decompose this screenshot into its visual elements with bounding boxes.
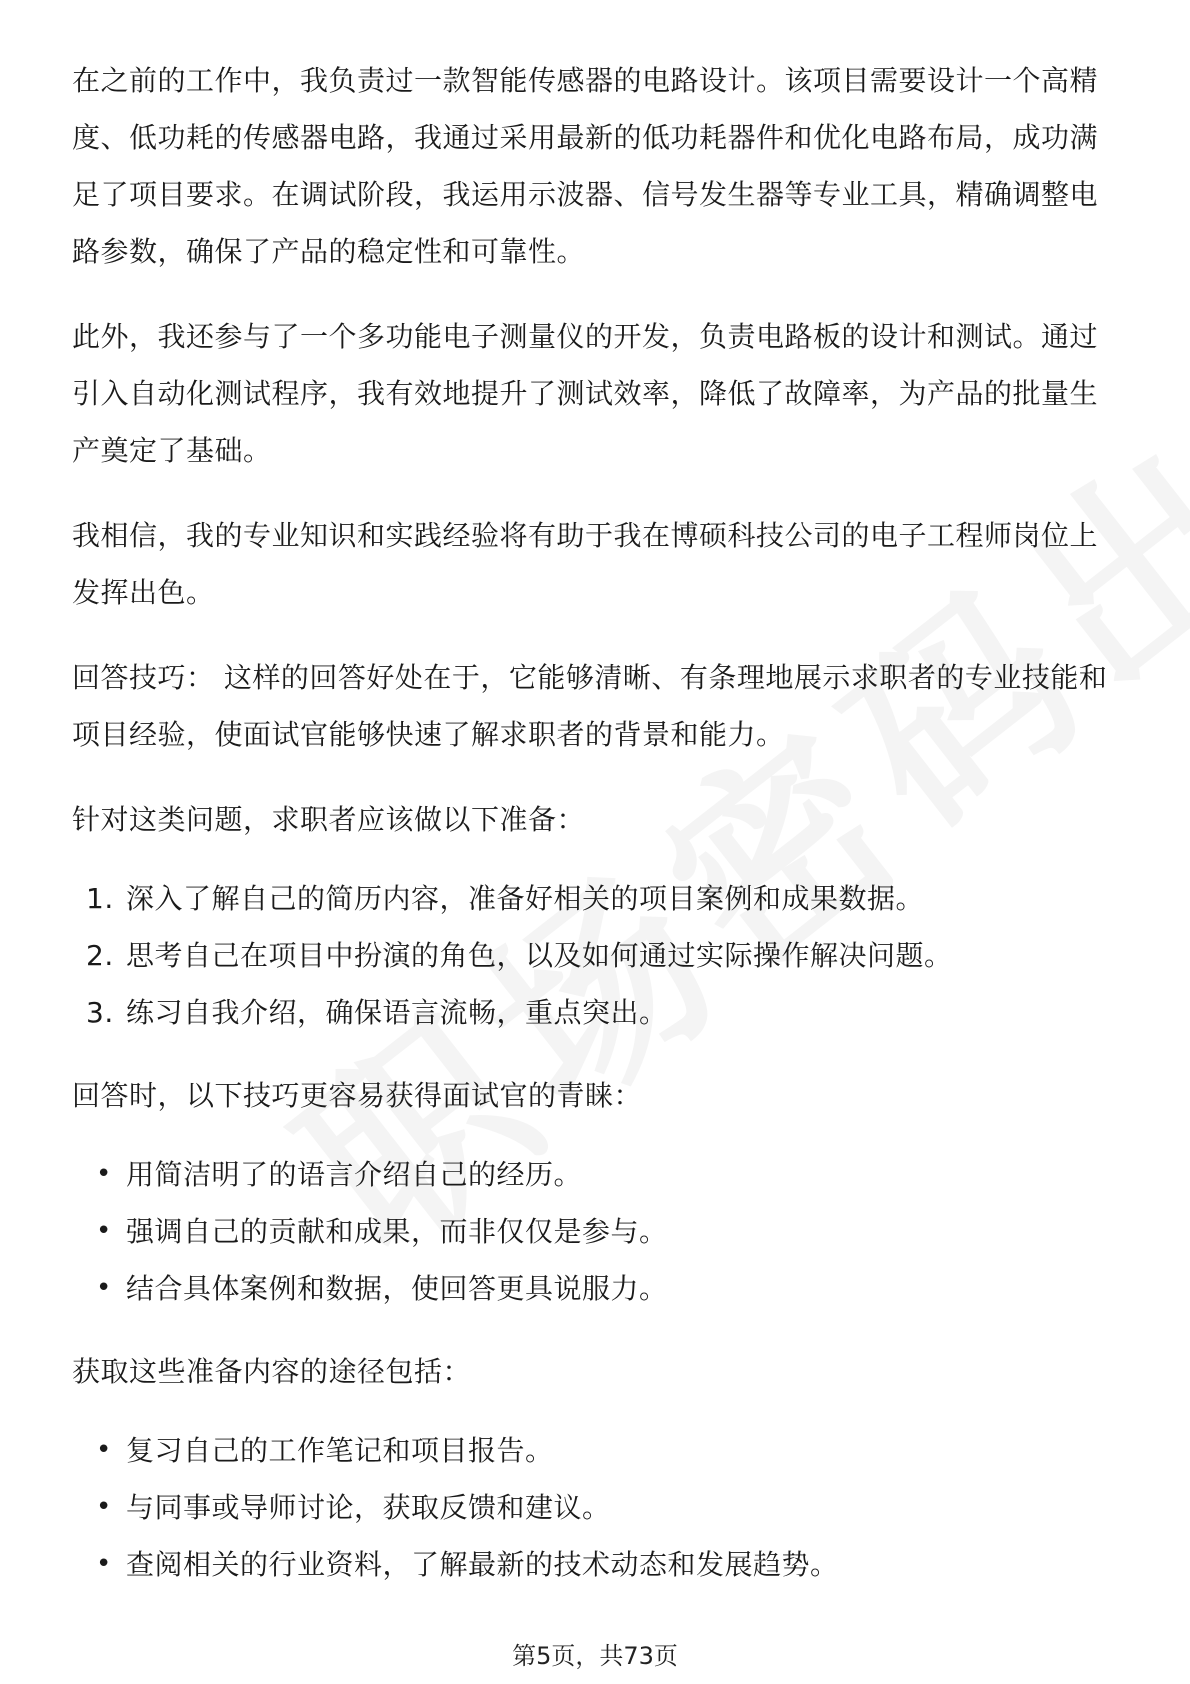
page-number: 第5页，共73页 [512, 1642, 678, 1670]
list-item [72, 1146, 1122, 1203]
list-item [72, 1479, 1122, 1536]
list-item [72, 1536, 1122, 1593]
paragraph-prep-intro: 针对这类问题，求职者应该做以下准备： [72, 803, 586, 836]
bullet-icon: • [96, 1435, 112, 1465]
list-item-text: 用简洁明了的语言介绍自己的经历。 [126, 1158, 583, 1191]
list-number: 3. [86, 996, 114, 1029]
list-item [72, 1422, 1122, 1479]
list-item [72, 1260, 1122, 1317]
list-number: 1. [86, 882, 114, 915]
list-item-text: 查阅相关的行业资料，了解最新的技术动态和发展趋势。 [126, 1548, 839, 1581]
list-item [72, 927, 1122, 984]
list-item [72, 1203, 1122, 1260]
list-item-text: 练习自我介绍，确保语言流畅，重点突出。 [126, 996, 668, 1029]
list-item-text: 深入了解自己的简历内容，准备好相关的项目案例和成果数据。 [126, 882, 925, 915]
prep-list [72, 870, 1122, 1041]
list-item-text: 与同事或导师讨论，获取反馈和建议。 [126, 1491, 611, 1524]
list-item-text: 结合具体案例和数据，使回答更具说服力。 [126, 1272, 668, 1305]
bullet-icon: • [96, 1216, 112, 1246]
paragraph-conclusion: 我相信，我的专业知识和实践经验将有助于我在博硕科技公司的电子工程师岗位上发挥出色。 [72, 519, 1099, 609]
paragraph-additional-experience: 此外，我还参与了一个多功能电子测量仪的开发，负责电路板的设计和测试。通过引入自动化测试程序，我有效地提升了测试效率，降低了故障率，为产品的批量生产奠定了基础。 [72, 320, 1099, 467]
bullet-icon: • [96, 1492, 112, 1522]
paragraph-project-experience: 在之前的工作中，我负责过一款智能传感器的电路设计。该项目需要设计一个高精度、低功耗的传感器电路，我通过采用最新的低功耗器件和优化电路布局，成功满足了项目要求。在调试阶段，我运用示波器、信号发生器等专业工具，精确调整电路参数，确保了产品的稳定性和可靠性。 [72, 64, 1099, 268]
bullet-icon: • [96, 1549, 112, 1579]
document-page [72, 52, 1122, 1619]
list-item [72, 870, 1122, 927]
tips-list [72, 1146, 1122, 1317]
list-item-text: 思考自己在项目中扮演的角色，以及如何通过实际操作解决问题。 [126, 939, 953, 972]
paragraph-tips-intro: 回答时，以下技巧更容易获得面试官的青睐： [72, 1079, 643, 1112]
bullet-icon: • [96, 1159, 112, 1189]
list-item [72, 984, 1122, 1041]
paragraph-answer-tips: 回答技巧： 这样的回答好处在于，它能够清晰、有条理地展示求职者的专业技能和项目经验，使面试官能够快速了解求职者的背景和能力。 [72, 661, 1108, 751]
list-item-text: 复习自己的工作笔记和项目报告。 [126, 1434, 554, 1467]
list-number: 2. [86, 939, 114, 972]
bullet-icon: • [96, 1273, 112, 1303]
sources-list [72, 1422, 1122, 1593]
list-item-text: 强调自己的贡献和成果，而非仅仅是参与。 [126, 1215, 668, 1248]
paragraph-sources-intro: 获取这些准备内容的途径包括： [72, 1355, 472, 1388]
